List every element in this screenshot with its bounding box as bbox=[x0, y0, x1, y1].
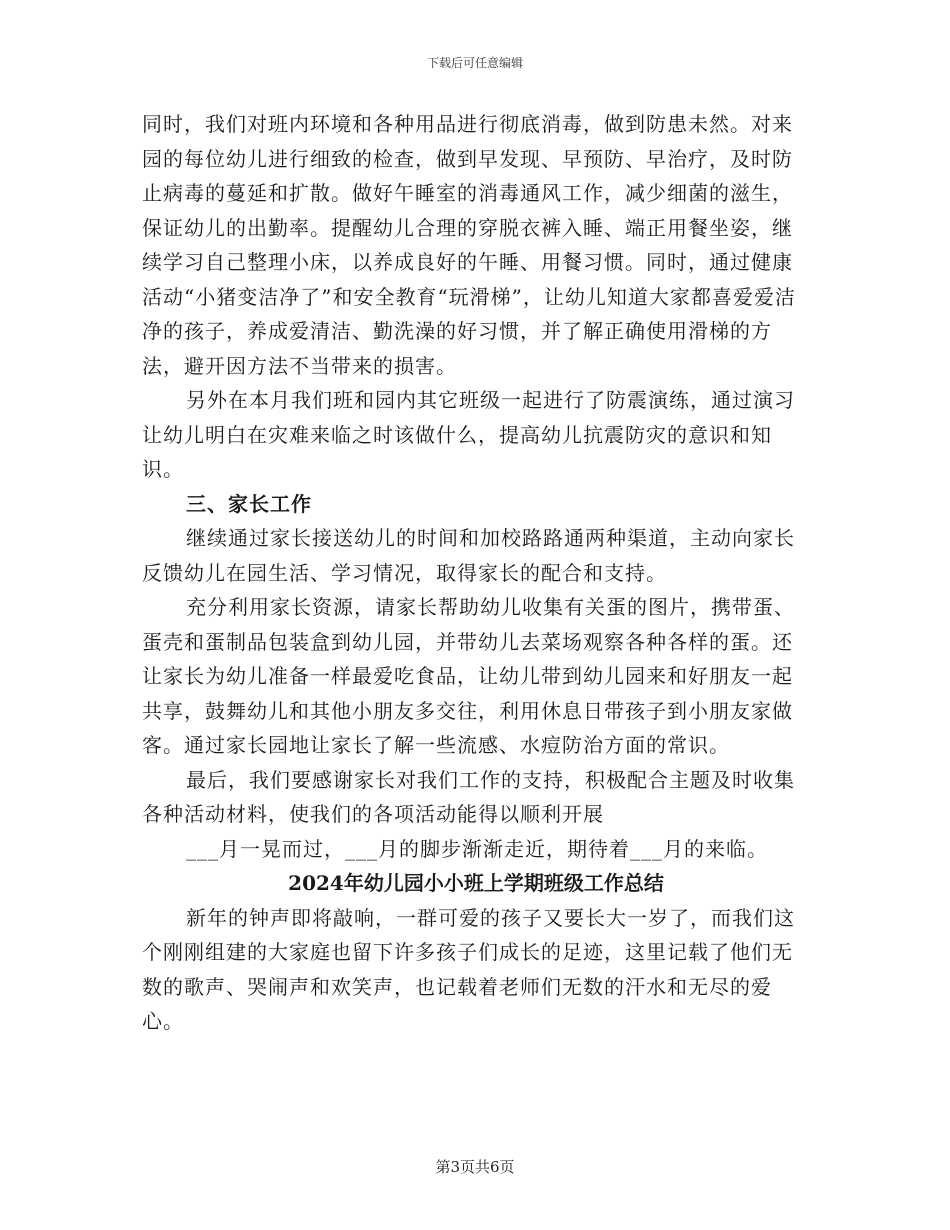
paragraph-earthquake-drill: 另外在本月我们班和园内其它班级一起进行了防震演练，通过演习让幼儿明白在灾难来临之时该做什么，提高幼儿抗震防灾的意识和知识。 bbox=[142, 388, 795, 481]
page-footer: 第3页共6页 bbox=[435, 1158, 515, 1176]
document-title: 2024年幼儿园小小班上学期班级工作总结 bbox=[288, 871, 664, 895]
paragraph-parent-resources: 充分利用家长资源，请家长帮助幼儿收集有关蛋的图片，携带蛋、蛋壳和蛋制品包装盒到幼儿园，并带幼儿去菜场观察各种各样的蛋。还让家长为幼儿准备一样最爱吃食品，让幼儿带到幼儿园来和好朋友一起共享，鼓舞幼儿和其他小朋友多交往，利用休息日带孩子到小朋友家做客。通过家长园地让家长了解一些流感、水痘防治方面的常识。 bbox=[142, 595, 795, 757]
paragraph-hygiene: 同时，我们对班内环境和各种用品进行彻底消毒，做到防患未然。对来园的每位幼儿进行细致的检查，做到早发现、早预防、早治疗，及时防止病毒的蔓延和扩散。做好午睡室的消毒通风工作，减少细菌的滋生，保证幼儿的出勤率。提醒幼儿合理的穿脱衣裤入睡、端正用餐坐姿，继续学习自己整理小床，以养成良好的午睡、用餐习惯。同时，通过健康活动“小猪变洁净了”和安全教育“玩滑梯”，让幼儿知道大家都喜爱爱洁净的孩子，养成爱清洁、勤洗澡的好习惯，并了解正确使用滑梯的方法，避开因方法不当带来的损害。 bbox=[142, 112, 796, 378]
page-header: 下载后可任意编辑 bbox=[426, 56, 523, 70]
paragraph-thanks: 最后，我们要感谢家长对我们工作的支持，积极配合主题及时收集各种活动材料，使我们的各项活动能得以顺利开展 bbox=[142, 767, 795, 826]
paragraph-parent-feedback: 继续通过家长接送幼儿的时间和加校路路通两种渠道，主动向家长反馈幼儿在园生活、学习情况，取得家长的配合和支持。 bbox=[142, 526, 795, 585]
paragraph-new-year: 新年的钟声即将敲响，一群可爱的孩子又要长大一岁了，而我们这个刚刚组建的大家庭也留下许多孩子们成长的足迹，这里记载了他们无数的歌声、哭闹声和欢笑声，也记载着老师们无数的汗水和无尽的爱心。 bbox=[142, 905, 795, 1033]
section-heading-parent-work: 三、家长工作 bbox=[186, 491, 312, 516]
paragraph-month-transition: ___月一晃而过，___月的脚步渐渐走近，期待着___月的来临。 bbox=[186, 836, 768, 861]
document-body bbox=[142, 107, 810, 1039]
